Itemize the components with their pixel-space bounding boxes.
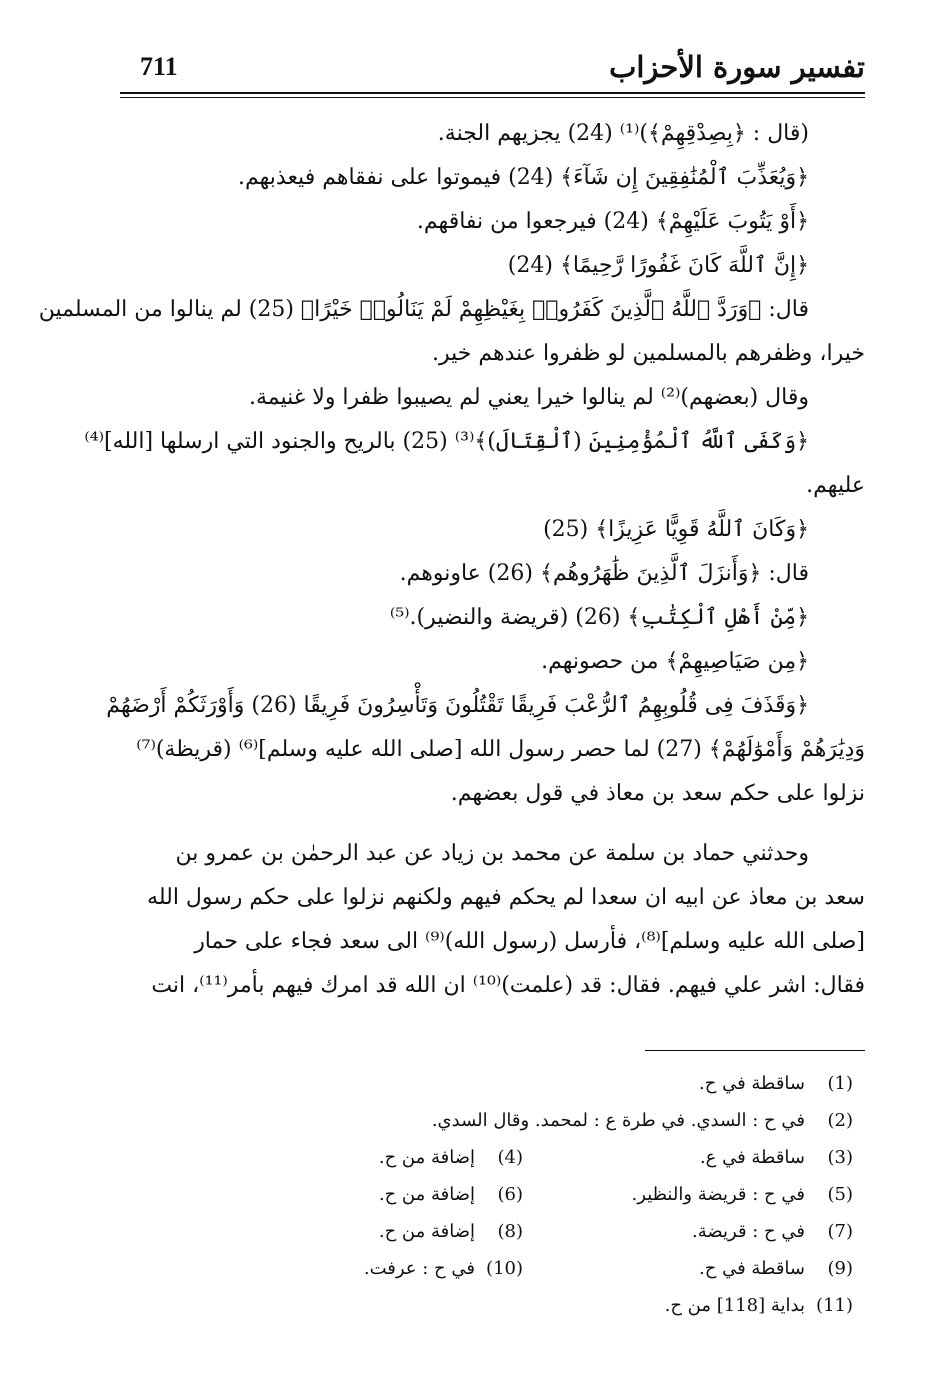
main-text — [38, 112, 865, 1008]
footnote-row — [120, 1250, 853, 1287]
footnote-text: بداية [118] من ح. — [664, 1295, 805, 1316]
footnote-text: إضافة من ح. — [378, 1147, 475, 1168]
text-line: قال: ﴿وَأَنزَلَ ٱلَّذِينَ ظَٰهَرُوهُم﴾ (26) عاونوهم. — [399, 561, 809, 586]
footnote-number: (5) — [827, 1184, 853, 1205]
footnote-number: (6) — [497, 1184, 523, 1205]
footnote-row — [120, 1139, 853, 1176]
footnote-separator — [645, 1050, 865, 1051]
footnote-text: إضافة من ح. — [378, 1221, 475, 1242]
header-title: تفسير سورة الأحزاب — [609, 50, 865, 84]
footnote-3 — [523, 1139, 853, 1176]
text-line: ﴿وَقَذَفَ فِى قُلُوبِهِمُ ٱلرُّعْبَ فَرِيقًا تَقْتُلُونَ وَتَأْسِرُونَ فَرِيقًا (26) وَأَوْرَثَكُمْ أَرْضَهُمْ — [106, 693, 809, 718]
footnote-6 — [193, 1176, 523, 1213]
text-line: وَدِيَٰرَهُمْ وَأَمْوَٰلَهُمْ﴾ (27) لما حصر رسول الله [صلى الله عليه وسلم]⁽⁶⁾ (قريظة)⁽⁷⁾ — [136, 737, 865, 762]
footnote-text: في ح : عرفت. — [363, 1258, 475, 1279]
footnote-10 — [193, 1250, 523, 1287]
text-line: ﴿مِن صَيَاصِيهِمْ﴾ من حصونهم. — [541, 649, 809, 674]
footnote-8 — [193, 1213, 523, 1250]
text-line: ﴿أَوْ يَتُوبَ عَلَيْهِمْ﴾ (24) فيرجعوا من نفاقهم. — [416, 209, 809, 234]
footnotes — [120, 1065, 865, 1324]
text-line: سعد بن معاذ عن ابيه ان سعدا لم يحكم فيهم ولكنهم نزلوا على حكم رسول الله — [147, 885, 865, 910]
text-line: وحدثني حماد بن سلمة عن محمد بن زياد عن عبد الرحمٰن بن عمرو بن — [175, 841, 809, 866]
footnote-number: (1) — [827, 1073, 853, 1094]
running-header — [120, 40, 865, 88]
footnote-9 — [523, 1250, 853, 1287]
footnote-row — [120, 1176, 853, 1213]
footnote-text: في ح : قريضة. — [692, 1221, 805, 1242]
text-line: ﴿وَكَفَى ٱللَّهُ ٱلْمُؤْمِنِينَ (ٱلْقِتَالَ)﴾⁽³⁾ (25) بالريح والجنود التي ارسلها [الله]⁽⁴⁾ — [84, 429, 809, 454]
footnote-5 — [523, 1176, 853, 1213]
text-line: نزلوا على حكم سعد بن معاذ في قول بعضهم. — [450, 781, 865, 806]
footnote-11 — [523, 1287, 853, 1324]
footnote-4 — [193, 1139, 523, 1176]
footnote-text: ساقطة في ح. — [699, 1073, 805, 1094]
text-line: ﴿إِنَّ ٱللَّهَ كَانَ غَفُورًا رَّحِيمًا﴾ (24) — [507, 253, 809, 278]
footnote-row — [120, 1213, 853, 1250]
footnote-1 — [523, 1065, 853, 1102]
text-line: قال: ﴿وَرَدَّ ٱللَّهُ ٱلَّذِينَ كَفَرُوا۟ بِغَيْظِهِمْ لَمْ يَنَالُوا۟ خَيْرًا﴾ (25) لم ينالوا من المسلمين — [38, 297, 809, 322]
footnote-row — [120, 1287, 853, 1324]
footnote-row — [120, 1065, 853, 1102]
text-line: [صلى الله عليه وسلم]⁽⁸⁾، فأرسل (رسول الله)⁽⁹⁾ الى سعد فجاء على حمار — [194, 929, 865, 954]
footnote-number: (4) — [497, 1147, 523, 1168]
text-line: عليهم. — [806, 473, 865, 498]
text-line: وقال (بعضهم)⁽²⁾ لم ينالوا خيرا يعني لم يصيبوا ظفرا ولا غنيمة. — [248, 385, 809, 410]
footnote-7 — [523, 1213, 853, 1250]
page-number: 711 — [140, 52, 178, 81]
footnote-text: ساقطة في ح. — [699, 1258, 805, 1279]
footnote-text: في ح : السدي. في طرة ع : لمحمد. وقال السدي. — [431, 1110, 805, 1131]
footnote-text: إضافة من ح. — [378, 1184, 475, 1205]
footnote-number: (7) — [827, 1221, 853, 1242]
text-line: خيرا، وظفرهم بالمسلمين لو ظفروا عندهم خير. — [432, 341, 865, 366]
header-rule-thick — [120, 92, 865, 94]
paragraph-gap — [120, 816, 865, 832]
footnote-number: (2) — [827, 1110, 853, 1131]
text-line: ﴿وَكَانَ ٱللَّهُ قَوِيًّا عَزِيزًا﴾ (25) — [543, 517, 809, 542]
footnote-number: (11) — [816, 1295, 853, 1316]
header-rule-thin — [120, 97, 865, 98]
footnote-number: (9) — [827, 1258, 853, 1279]
text-line: فقال: اشر علي فيهم. فقال: قد (علمت)⁽¹⁰⁾ ان الله قد امرك فيهم بأمر⁽¹¹⁾، انت — [151, 973, 865, 998]
footnote-row — [120, 1102, 853, 1139]
footnote-text: ساقطة في ع. — [699, 1147, 805, 1168]
text-line: ﴿مِّنْ أَهْلِ ٱلْكِتَٰبِ﴾ (26) (قريضة والنضير).⁽⁵⁾ — [389, 605, 809, 630]
text-line: ﴿وَيُعَذِّبَ ٱلْمُنَٰفِقِينَ إِن شَآءَ﴾ (24) فيموتوا على نفقاهم فيعذبهم. — [238, 165, 809, 190]
footnote-text: في ح : قريضة والنظير. — [631, 1184, 805, 1205]
footnote-number: (8) — [497, 1221, 523, 1242]
text-line: (قال : ﴿بِصِدْقِهِمْ﴾)⁽¹⁾ (24) يجزيهم الجنة. — [437, 121, 809, 146]
book-page — [38, 40, 865, 1340]
footnote-number: (10) — [486, 1258, 523, 1279]
footnote-2 — [431, 1102, 853, 1139]
footnote-number: (3) — [827, 1147, 853, 1168]
